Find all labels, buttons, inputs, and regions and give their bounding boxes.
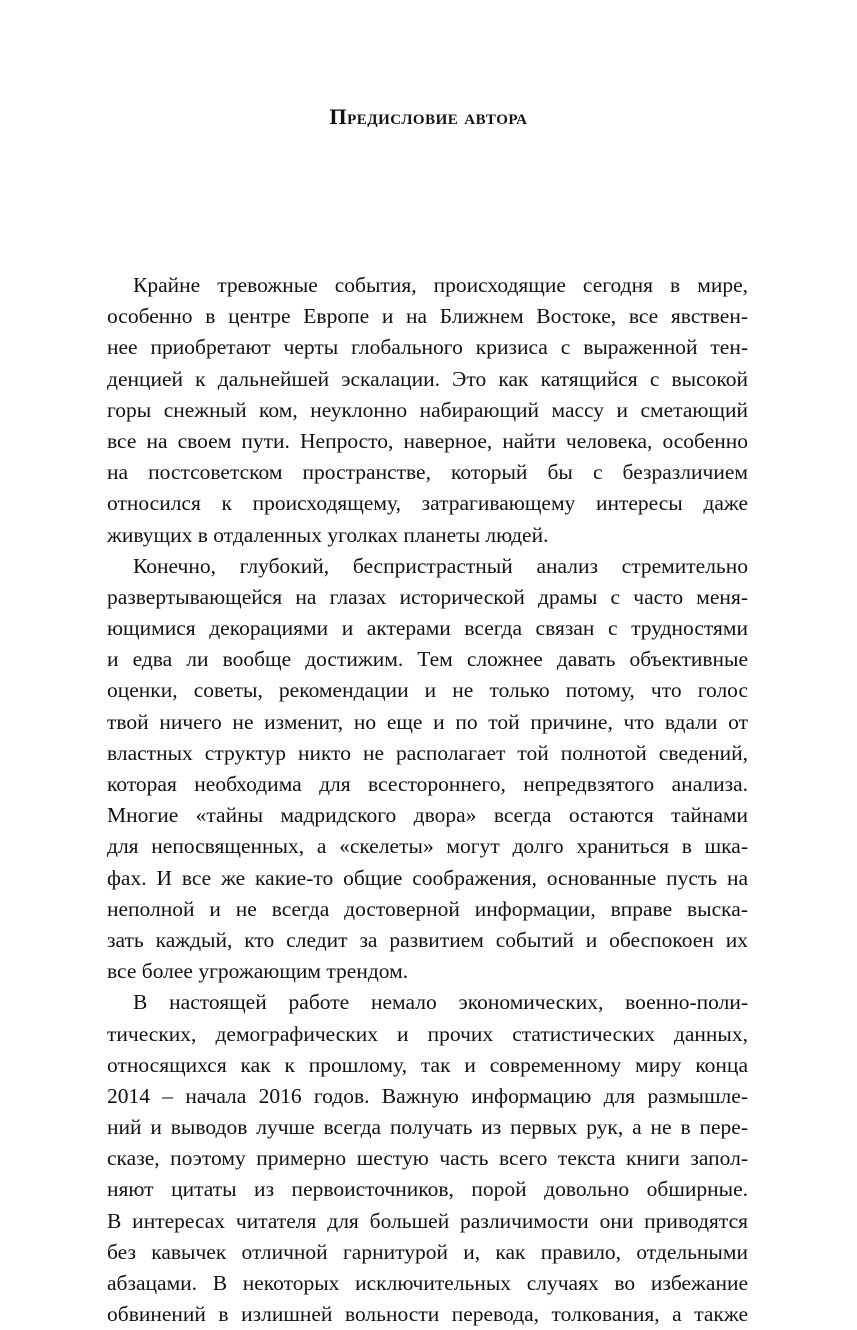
- text-line: 2014 – начала 2016 годов. Важную информацию для размышле-: [107, 1083, 748, 1108]
- text-line: няют цитаты из первоисточников, порой довольно обширные.: [107, 1177, 748, 1202]
- text-line: без кавычек отличной гарнитурой и, как правило, отдельными: [107, 1239, 748, 1264]
- paragraph-1: [107, 270, 748, 551]
- text-line: горы снежный ком, неуклонно набирающий массу и сметающий: [107, 397, 748, 422]
- text-line: зать каждый, кто следит за развитием событий и обеспокоен их: [107, 927, 748, 952]
- text-line: В интересах читателя для большей различимости они приводятся: [107, 1208, 748, 1233]
- text-line: все более угрожающим трендом.: [107, 959, 409, 984]
- text-line: живущих в отдаленных уголках планеты людей.: [107, 522, 549, 547]
- text-line: развертывающейся на глазах исторической драмы с часто меня-: [107, 584, 748, 609]
- text-line: обвинений в излишней вольности перевода, толкования, а также: [107, 1302, 748, 1327]
- text-line: которая необходима для всестороннего, непредвзятого анализа.: [107, 772, 748, 796]
- text-line: В настоящей работе немало экономических, военно-поли-: [133, 990, 748, 1015]
- text-line: относящихся как к прошлому, так и современному миру конца: [107, 1052, 748, 1077]
- text-line: фах. И все же какие-то общие соображения, основанные пусть на: [107, 865, 748, 890]
- text-line: и едва ли вообще достижим. Тем сложнее давать объективные: [107, 647, 748, 672]
- text-line: неполной и не всегда достоверной информации, вправе выска-: [107, 896, 748, 921]
- paragraph-3: [107, 987, 748, 1330]
- text-line: нее приобретают черты глобального кризиса с выраженной тен-: [107, 335, 748, 360]
- text-line: Конечно, глубокий, беспристрастный анализ стремительно: [133, 553, 748, 578]
- text-line: Многие «тайны мадридского двора» всегда остаются тайнами: [107, 803, 748, 828]
- text-line: тических, демографических и прочих статистических данных,: [107, 1021, 748, 1046]
- body-text: [107, 270, 748, 1330]
- text-line: властных структур никто не располагает той полнотой сведений,: [107, 740, 748, 765]
- chapter-title: Предисловие автора: [329, 104, 528, 129]
- text-line: ний и выводов лучше всегда получать из первых рук, а не в пере-: [107, 1115, 748, 1140]
- text-line: сказе, поэтому примерно шестую часть всего текста книги запол-: [107, 1146, 748, 1171]
- text-line: ющимися декорациями и актерами всегда связан с трудностями: [107, 616, 748, 641]
- text-line: особенно в центре Европе и на Ближнем Востоке, все явствен-: [107, 304, 748, 329]
- text-line: Крайне тревожные события, происходящие сегодня в мире,: [133, 273, 748, 297]
- text-line: для непосвященных, а «скелеты» могут долго храниться в шка-: [107, 834, 748, 859]
- paragraph-2: [107, 551, 748, 988]
- text-line: относился к происходящему, затрагивающему интересы даже: [107, 491, 748, 516]
- text-line: все на своем пути. Непросто, наверное, найти человека, особенно: [107, 428, 748, 453]
- text-line: оценки, советы, рекомендации и не только потому, что голос: [107, 678, 748, 703]
- text-line: на постсоветском пространстве, который бы с безразличием: [107, 460, 748, 485]
- text-line: твой ничего не изменит, но еще и по той причине, что вдали от: [107, 709, 748, 734]
- text-line: денцией к дальнейшей эскалации. Это как катящийся с высокой: [107, 366, 748, 391]
- text-line: абзацами. В некоторых исключительных случаях во избежание: [107, 1271, 748, 1295]
